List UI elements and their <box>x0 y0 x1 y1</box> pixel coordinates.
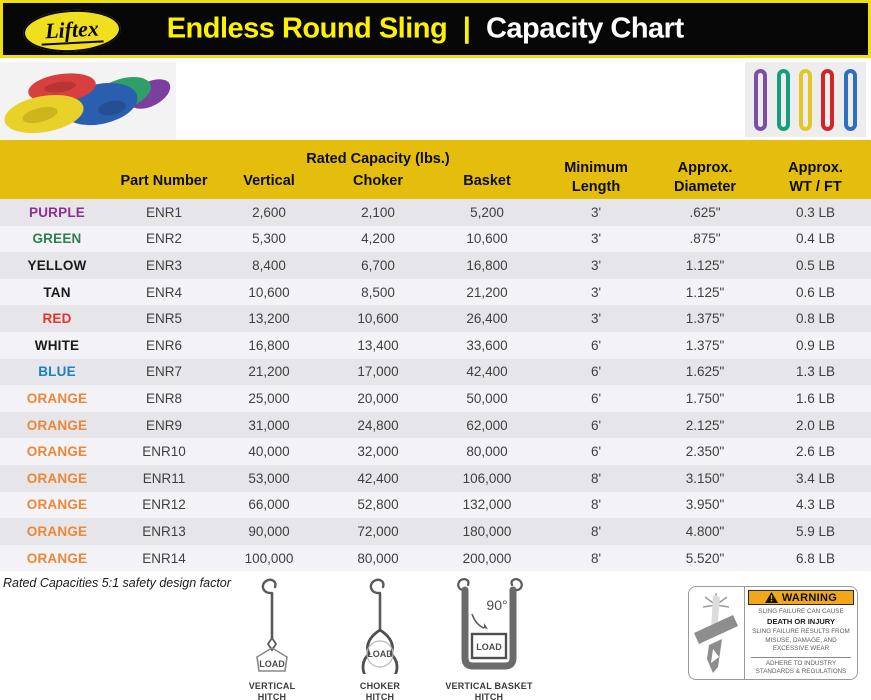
vertical-hitch-icon <box>237 578 307 674</box>
minimum-length-cell: 8' <box>542 465 650 492</box>
weight-cell: 1.3 LB <box>760 359 871 386</box>
diameter-cell: 1.125" <box>650 252 760 279</box>
choker-capacity-cell: 10,600 <box>324 305 432 332</box>
diameter-cell: 1.750" <box>650 385 760 412</box>
basket-capacity-cell: 180,000 <box>432 518 542 545</box>
choker-capacity-cell: 80,000 <box>324 545 432 572</box>
vertical-basket-hitch-figure <box>439 578 539 700</box>
sling-color-cell: ORANGE <box>0 518 114 545</box>
safety-factor-footnote: Rated Capacities 5:1 safety design factor <box>3 576 231 590</box>
part-number-cell: ENR10 <box>114 438 214 465</box>
part-number-cell: ENR12 <box>114 492 214 519</box>
choker-header: Choker <box>324 168 432 199</box>
minimum-length-cell: 6' <box>542 412 650 439</box>
minimum-length-cell: 3' <box>542 226 650 253</box>
diameter-cell: 2.125" <box>650 412 760 439</box>
sling-color-cell: ORANGE <box>0 545 114 572</box>
weight-cell: 2.6 LB <box>760 438 871 465</box>
basket-capacity-cell: 42,400 <box>432 359 542 386</box>
minimum-length-cell: 8' <box>542 518 650 545</box>
diameter-cell: 3.950" <box>650 492 760 519</box>
table-row <box>0 412 871 439</box>
vertical-capacity-cell: 13,200 <box>214 305 324 332</box>
basket-capacity-cell: 106,000 <box>432 465 542 492</box>
vertical-hitch-figure <box>237 578 307 700</box>
sling-color-cell: ORANGE <box>0 465 114 492</box>
weight-cell: 0.8 LB <box>760 305 871 332</box>
choker-capacity-cell: 4,200 <box>324 226 432 253</box>
color-column-header <box>0 140 114 168</box>
minimum-length-cell: 3' <box>542 199 650 226</box>
purple-sling-icon <box>754 69 767 131</box>
minimum-length-cell: 8' <box>542 545 650 572</box>
choker-capacity-cell: 72,000 <box>324 518 432 545</box>
basket-capacity-cell: 200,000 <box>432 545 542 572</box>
vertical-hitch-label: VERTICAL HITCH <box>248 681 296 700</box>
minimum-length-cell: 3' <box>542 305 650 332</box>
basket-hitch-load-label: LOAD <box>476 642 502 652</box>
minimum-length-cell: 6' <box>542 385 650 412</box>
choker-capacity-cell: 20,000 <box>324 385 432 412</box>
diameter-cell: 1.625" <box>650 359 760 386</box>
basket-capacity-cell: 50,000 <box>432 385 542 412</box>
sling-color-cell: RED <box>0 305 114 332</box>
choker-capacity-cell: 13,400 <box>324 332 432 359</box>
minimum-length-cell: 6' <box>542 359 650 386</box>
liftex-logo <box>22 7 122 54</box>
part-number-cell: ENR7 <box>114 359 214 386</box>
title-secondary: Capacity Chart <box>485 12 684 45</box>
table-row <box>0 545 871 572</box>
wtft-label: WT / FT <box>789 179 842 196</box>
vertical-header: Vertical <box>214 168 324 199</box>
green-sling-icon <box>777 69 790 131</box>
weight-cell: 2.0 LB <box>760 412 871 439</box>
warning-header-text: WARNING <box>781 591 838 604</box>
part-number-cell: ENR14 <box>114 545 214 572</box>
choker-capacity-cell: 32,000 <box>324 438 432 465</box>
sling-color-cell: TAN <box>0 279 114 306</box>
vertical-capacity-cell: 25,000 <box>214 385 324 412</box>
diameter-cell: 1.375" <box>650 332 760 359</box>
color-column-header-2 <box>0 168 114 199</box>
warning-text-block <box>745 587 857 679</box>
choker-capacity-cell: 17,000 <box>324 359 432 386</box>
basket-capacity-cell: 33,600 <box>432 332 542 359</box>
table-header <box>0 140 871 199</box>
yellow-sling-icon <box>799 69 812 131</box>
approx-diameter-header <box>650 140 760 199</box>
diameter-cell: 4.800" <box>650 518 760 545</box>
choker-capacity-cell: 2,100 <box>324 199 432 226</box>
diameter-cell: 1.375" <box>650 305 760 332</box>
minimum-length-cell: 3' <box>542 252 650 279</box>
basket-header: Basket <box>432 168 542 199</box>
table-row <box>0 252 871 279</box>
basket-capacity-cell: 132,000 <box>432 492 542 519</box>
minimum-length-cell: 8' <box>542 492 650 519</box>
warning-line-3: SLING FAILURE RESULTS FROM MISUSE, DAMAGE, AND EXCESSIVE WEAR <box>752 628 850 652</box>
table-row <box>0 279 871 306</box>
approx-label-2: Approx. <box>788 159 843 176</box>
vertical-capacity-cell: 8,400 <box>214 252 324 279</box>
sling-failure-icon <box>689 587 743 678</box>
diameter-cell: 1.125" <box>650 279 760 306</box>
basket-capacity-cell: 26,400 <box>432 305 542 332</box>
weight-cell: 0.3 LB <box>760 199 871 226</box>
length-label: Length <box>571 179 621 196</box>
weight-cell: 0.4 LB <box>760 226 871 253</box>
vertical-capacity-cell: 5,300 <box>214 226 324 253</box>
table-row <box>0 385 871 412</box>
sling-color-cell: PURPLE <box>0 199 114 226</box>
title-separator: | <box>462 12 471 45</box>
sling-color-cell: ORANGE <box>0 412 114 439</box>
vertical-capacity-cell: 53,000 <box>214 465 324 492</box>
basket-capacity-cell: 80,000 <box>432 438 542 465</box>
weight-cell: 0.5 LB <box>760 252 871 279</box>
part-number-cell: ENR2 <box>114 226 214 253</box>
part-number-cell: ENR6 <box>114 332 214 359</box>
basket-capacity-cell: 5,200 <box>432 199 542 226</box>
table-row <box>0 492 871 519</box>
part-number-cell: ENR13 <box>114 518 214 545</box>
part-number-cell: ENR9 <box>114 412 214 439</box>
minimum-length-header <box>542 140 650 199</box>
capacity-table <box>0 140 871 571</box>
blue-sling-icon <box>844 69 857 131</box>
weight-cell: 3.4 LB <box>760 465 871 492</box>
choker-capacity-cell: 6,700 <box>324 252 432 279</box>
choker-hitch-figure <box>345 578 415 700</box>
sling-color-cell: ORANGE <box>0 492 114 519</box>
vertical-basket-hitch-icon <box>439 578 539 674</box>
part-number-cell: ENR11 <box>114 465 214 492</box>
table-row <box>0 518 871 545</box>
vertical-capacity-cell: 31,000 <box>214 412 324 439</box>
vertical-capacity-cell: 66,000 <box>214 492 324 519</box>
vertical-basket-hitch-label: VERTICAL BASKET HITCH <box>445 681 533 700</box>
weight-cell: 1.6 LB <box>760 385 871 412</box>
choker-capacity-cell: 8,500 <box>324 279 432 306</box>
part-number-cell: ENR8 <box>114 385 214 412</box>
sling-color-cell: YELLOW <box>0 252 114 279</box>
title-bar <box>0 0 871 58</box>
basket-capacity-cell: 62,000 <box>432 412 542 439</box>
choker-capacity-cell: 42,400 <box>324 465 432 492</box>
weight-cell: 6.8 LB <box>760 545 871 572</box>
rated-capacity-group-header: Rated Capacity (lbs.) <box>214 140 542 168</box>
part-number-cell: ENR1 <box>114 199 214 226</box>
minimum-length-cell: 6' <box>542 332 650 359</box>
sling-color-cell: GREEN <box>0 226 114 253</box>
diameter-cell: 2.350" <box>650 438 760 465</box>
warning-label <box>688 586 858 680</box>
warning-line-4: ADHERE TO INDUSTRY STANDARDS & REGULATIONS <box>751 657 851 677</box>
table-row <box>0 226 871 253</box>
choker-hitch-load-label: LOAD <box>367 649 393 659</box>
choker-hitch-label: CHOKER HITCH <box>359 681 401 700</box>
basket-capacity-cell: 16,800 <box>432 252 542 279</box>
title-primary: Endless Round Sling <box>166 12 448 45</box>
vertical-capacity-cell: 100,000 <box>214 545 324 572</box>
part-number-header: Part Number <box>114 168 214 199</box>
diameter-cell: 5.520" <box>650 545 760 572</box>
warning-line-2: DEATH OR INJURY <box>767 617 835 626</box>
logo-text: Liftex <box>40 17 103 45</box>
table-row <box>0 332 871 359</box>
sling-loop-icons <box>745 62 866 137</box>
table-body <box>0 199 871 571</box>
sling-color-cell: BLUE <box>0 359 114 386</box>
warning-triangle-icon <box>765 592 778 603</box>
weight-cell: 4.3 LB <box>760 492 871 519</box>
vertical-capacity-cell: 90,000 <box>214 518 324 545</box>
vertical-capacity-cell: 16,800 <box>214 332 324 359</box>
minimum-label: Minimum <box>564 159 628 176</box>
table-row <box>0 465 871 492</box>
choker-hitch-icon <box>345 578 415 674</box>
diameter-cell: .625" <box>650 199 760 226</box>
sling-color-cell: ORANGE <box>0 438 114 465</box>
minimum-length-cell: 3' <box>542 279 650 306</box>
red-sling-icon <box>821 69 834 131</box>
round-slings-photo <box>0 62 176 140</box>
table-row <box>0 359 871 386</box>
sling-color-cell: WHITE <box>0 332 114 359</box>
vertical-capacity-cell: 21,200 <box>214 359 324 386</box>
table-row <box>0 305 871 332</box>
sling-failure-graphic <box>689 587 745 679</box>
choker-capacity-cell: 52,800 <box>324 492 432 519</box>
part-number-cell: ENR3 <box>114 252 214 279</box>
minimum-length-cell: 6' <box>542 438 650 465</box>
vertical-capacity-cell: 2,600 <box>214 199 324 226</box>
sling-color-cell: ORANGE <box>0 385 114 412</box>
diameter-cell: 3.150" <box>650 465 760 492</box>
table-row <box>0 199 871 226</box>
choker-capacity-cell: 24,800 <box>324 412 432 439</box>
page-title <box>167 13 684 46</box>
vertical-hitch-load-label: LOAD <box>259 659 285 669</box>
weight-cell: 0.6 LB <box>760 279 871 306</box>
approx-wtft-header <box>760 140 871 199</box>
warning-header <box>748 590 854 605</box>
vertical-capacity-cell: 10,600 <box>214 279 324 306</box>
basket-capacity-cell: 21,200 <box>432 279 542 306</box>
weight-cell: 0.9 LB <box>760 332 871 359</box>
basket-angle-label: 90° <box>486 597 508 613</box>
diameter-label: Diameter <box>674 179 737 196</box>
vertical-capacity-cell: 40,000 <box>214 438 324 465</box>
table-row <box>0 438 871 465</box>
warning-line-1: SLING FAILURE CAN CAUSE <box>758 608 844 615</box>
part-number-header-spacer <box>114 140 214 168</box>
diameter-cell: .875" <box>650 226 760 253</box>
approx-label-1: Approx. <box>677 159 733 176</box>
basket-capacity-cell: 10,600 <box>432 226 542 253</box>
round-slings-illustration <box>0 62 176 140</box>
weight-cell: 5.9 LB <box>760 518 871 545</box>
part-number-cell: ENR5 <box>114 305 214 332</box>
part-number-cell: ENR4 <box>114 279 214 306</box>
